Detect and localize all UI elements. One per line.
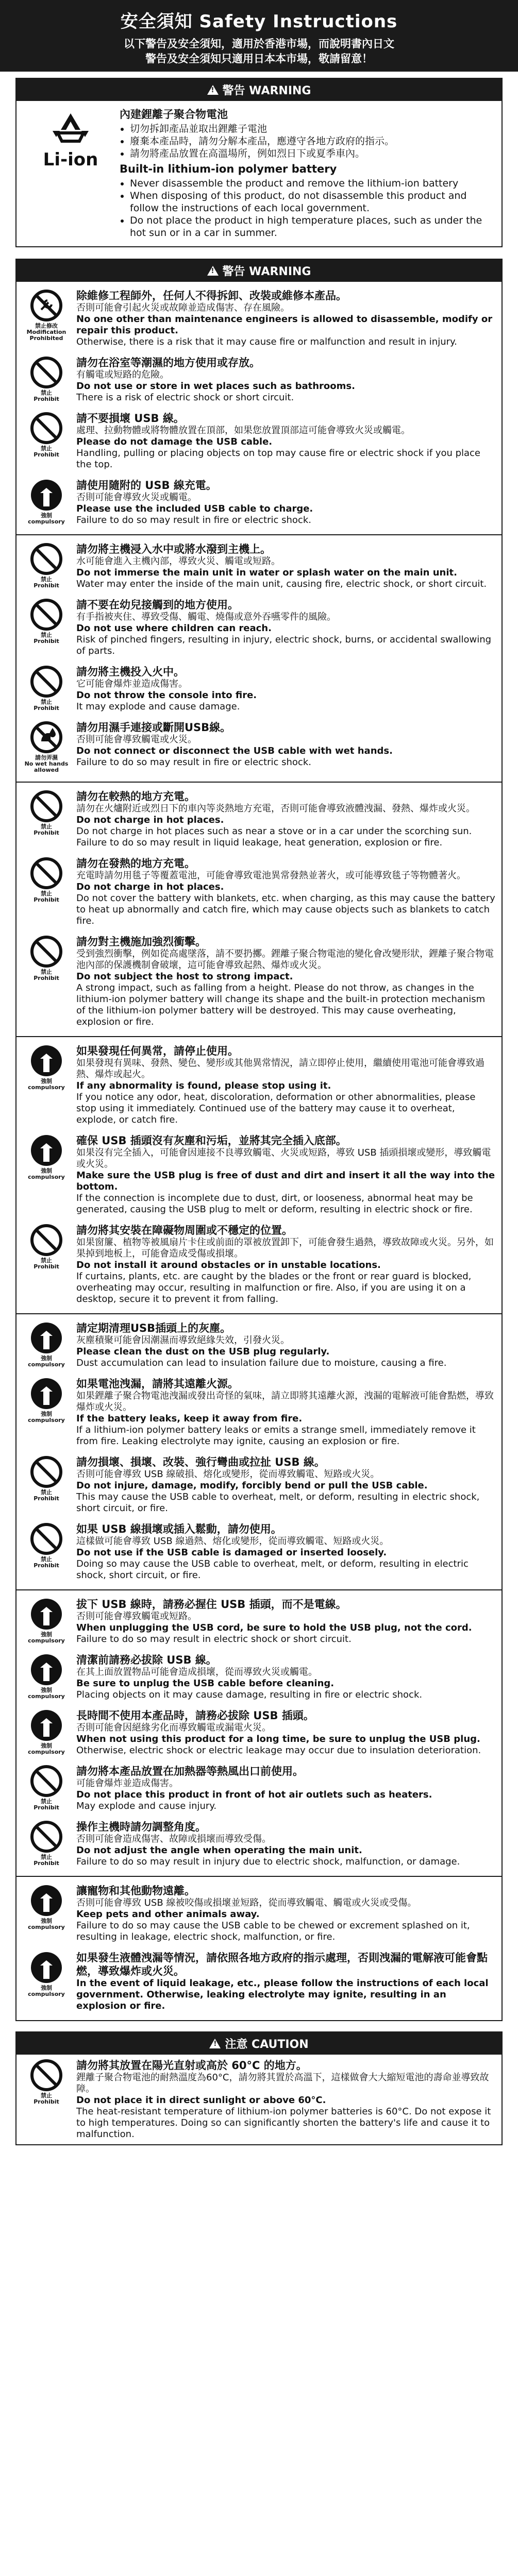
instruction-item: [16, 594, 502, 661]
instruction-zh-body: 如果鋰離子聚合物電池洩漏或發出奇怪的氣味，請立即將其遠離火源，洩漏的電解液可能會點燃，導致爆炸或火災。: [76, 1391, 494, 1413]
instruction-zh-heading: 請勿將其安裝在障礙物周圍或不穩定的位置。: [76, 1224, 293, 1236]
warning-bar: ! 警告 WARNING: [16, 79, 502, 101]
icon-label: 禁止修改 Modification Prohibited: [26, 323, 66, 342]
instruction-zh-heading: 請勿將主機投入火中。: [76, 666, 185, 678]
prohibit-icon: [21, 857, 72, 927]
compulsory-icon: [21, 1598, 72, 1645]
icon-label: 強制 compulsory: [28, 1355, 65, 1368]
instruction-item: [16, 1816, 502, 1872]
instruction-zh-body: 在其上面放置物品可能會造成損壞，從而導致火災或觸電。: [76, 1667, 318, 1677]
compulsory-icon: [21, 1044, 72, 1126]
instruction-en-heading: Be sure to unplug the USB cable before cleaning.: [76, 1678, 335, 1689]
instruction-zh-heading: 請勿用濕手連接或斷開USB線。: [76, 721, 231, 734]
prohibit-icon: [21, 790, 72, 849]
instruction-text: [72, 598, 496, 657]
compulsory-icon: [21, 1653, 72, 1701]
instruction-en-heading: When unplugging the USB cord, be sure to hold the USB plug, not the cord.: [76, 1622, 472, 1633]
instruction-zh-body: 否則可能會造成傷害、故障或損壞而導致受傷。: [76, 1834, 271, 1844]
instruction-text: [72, 665, 496, 713]
instruction-text: [72, 289, 496, 348]
instruction-en-heading: Do not install it around obstacles or in unstable locations.: [76, 1260, 381, 1270]
caution-bar: ! 注意 CAUTION: [16, 2032, 502, 2055]
icon-label: 強制 compulsory: [28, 1985, 65, 1997]
instruction-item: [16, 408, 502, 474]
prohibit-icon: [21, 1455, 72, 1514]
instruction-item: [16, 786, 502, 853]
instruction-en-body: If you notice any odor, heat, discoloration, deformation or other abnormalities, please stop using it immediately. Continued use of the battery may cause it to overheat, explode, or catch fire.: [76, 1092, 476, 1125]
instruction-text: [72, 1377, 496, 1447]
modification-prohibited-icon: [21, 289, 72, 348]
icon-label: 禁止 Prohibit: [34, 699, 59, 711]
instruction-item: [16, 1760, 502, 1816]
warning-bar: ! 警告 WARNING: [16, 260, 502, 282]
instruction-zh-heading: 請不要在幼兒接觸到的地方使用。: [76, 599, 239, 611]
prohibit-icon: [21, 543, 72, 590]
warning-group: [16, 534, 502, 782]
instruction-item: [16, 717, 502, 777]
compulsory-icon: [21, 1134, 72, 1215]
compulsory-icon: [21, 1709, 72, 1756]
warning-groups: [16, 282, 502, 2020]
instruction-item: [16, 474, 502, 530]
instruction-zh-heading: 請勿將主機浸入水中或將水潑到主機上。: [76, 543, 271, 555]
instruction-zh-body: 處理、拉動物體或將物體放置在頂部，如果您放置頂部這可能會導致火災或觸電。: [76, 425, 410, 436]
instruction-zh-body: 請勿在火爐附近或烈日下的車內等炎熱地方充電，否則可能會導致液體洩漏、發熱、爆炸或火災。: [76, 803, 475, 814]
instruction-zh-heading: 操作主機時請勿調整角度。: [76, 1821, 206, 1833]
instruction-en-body: Otherwise, there is a risk that it may cause fire or malfunction and result in injury.: [76, 336, 457, 347]
instruction-text: [72, 1884, 496, 1943]
instruction-text: [72, 1598, 496, 1645]
instruction-item: [16, 1373, 502, 1451]
icon-label: 禁止 Prohibit: [34, 632, 59, 645]
instruction-item: [16, 1219, 502, 1309]
compulsory-icon: [21, 1884, 72, 1943]
instruction-zh-body: 它可能會爆炸並造成傷害。: [76, 679, 188, 689]
prohibit-icon: [21, 935, 72, 1028]
header-subtitle: 以下警告及安全須知，適用於香港市場，而說明書內日文 警告及安全須知只適用日本本市場，敬請留意！: [124, 38, 394, 65]
instruction-en-body: Do not cover the battery with blankets, etc. when charging, as this may cause the battery to heat up abnormally and catch fire, which may cause objects such as blankets to catch fire.: [76, 893, 495, 926]
prohibit-icon: [21, 665, 72, 713]
instruction-item: [16, 1649, 502, 1705]
instruction-item: [16, 1594, 502, 1649]
instruction-en-heading: Do not charge in hot places.: [76, 882, 224, 892]
instruction-zh-heading: 如果發現任何異常，請停止使用。: [76, 1045, 239, 1057]
instruction-zh-heading: 讓寵物和其他動物遠離。: [76, 1885, 195, 1897]
icon-label: 強制 compulsory: [28, 1742, 65, 1755]
instruction-en-heading: Do not adjust the angle when operating the main unit.: [76, 1845, 362, 1856]
instruction-zh-body: 可能會爆炸並造成傷害。: [76, 1778, 178, 1789]
instruction-item: [16, 1040, 502, 1130]
instruction-item: [16, 661, 502, 717]
instruction-text: [72, 857, 496, 927]
instruction-en-heading: Do not charge in hot places.: [76, 815, 224, 825]
instruction-en-heading: Make sure the USB plug is free of dust and dirt and insert it all the way into the bottom.: [76, 1170, 495, 1192]
icon-label: 強制 compulsory: [28, 1918, 65, 1930]
instruction-text: [72, 2059, 496, 2140]
instruction-en-heading: Do not immerse the main unit in water or splash water on the main unit.: [76, 567, 457, 578]
instruction-en-heading: Do not place this product in front of hot air outlets such as heaters.: [76, 1789, 432, 1800]
instruction-text: [72, 543, 496, 590]
icon-label: 禁止 Prohibit: [34, 890, 59, 903]
icon-label: 請勿弄濕 No wet hands allowed: [24, 754, 69, 773]
page-title: 安全須知 Safety Instructions: [120, 11, 398, 32]
icon-label: 禁止 Prohibit: [34, 389, 59, 402]
warning-group: [16, 282, 502, 534]
instruction-text: [72, 412, 496, 470]
instruction-zh-body: 否則可能會導致觸電或火災。: [76, 734, 197, 745]
instruction-en-body: May explode and cause injury.: [76, 1801, 217, 1811]
instruction-zh-body: 有手指被夾住、導致受傷、觸電、燒傷或意外吞嚥零件的風險。: [76, 612, 336, 622]
caution-box: [15, 2031, 503, 2145]
instruction-en-heading: Do not use or store in wet places such as bathrooms.: [76, 381, 355, 392]
icon-label: 強制 compulsory: [28, 1411, 65, 1423]
instruction-en-body: Failure to do so may result in electric shock or short circuit.: [76, 1634, 352, 1645]
warning-triangle-icon: [209, 2039, 221, 2048]
icon-label: 禁止 Prohibit: [34, 1257, 59, 1270]
instruction-zh-heading: 請定期清理USB插頭上的灰塵。: [76, 1322, 231, 1334]
prohibit-icon: [21, 412, 72, 470]
instruction-item: [16, 1317, 502, 1373]
li-zh-heading: 內建鋰離子聚合物電池: [120, 108, 228, 121]
prohibit-icon: [21, 1765, 72, 1812]
icon-label: 強制 compulsory: [28, 1167, 65, 1180]
instruction-item: [16, 352, 502, 408]
warning-group: [16, 1036, 502, 1313]
instruction-zh-body: 充電時請勿用毯子等覆蓋電池，可能會導致電池異常發熱並著火，或可能導致毯子等物體著火。: [76, 870, 466, 881]
compulsory-icon: [21, 479, 72, 526]
prohibit-icon: [21, 1224, 72, 1305]
instruction-en-body: There is a risk of electric shock or short circuit.: [76, 392, 294, 403]
li-zh-list: • 切勿拆卸產品並取出鋰離子電池 • 廢棄本產品時，請勿分解本產品，應遵守各地方政府的指示。 • 請勿將產品放置在高溫場所，例如烈日下或夏季車內。: [120, 123, 496, 160]
instruction-zh-body: 鋰離子聚合物電池的耐熱溫度為60°C，請勿將其置於高溫下，這樣做會大大縮短電池的壽命並導致故障。: [76, 2072, 489, 2094]
instruction-en-heading: Keep pets and other animals away.: [76, 1909, 260, 1920]
compulsory-icon: [21, 1377, 72, 1447]
icon-label: 強制 compulsory: [28, 1631, 65, 1644]
icon-label: 強制 compulsory: [28, 1687, 65, 1700]
instruction-en-heading: Please use the included USB cable to charge.: [76, 503, 313, 514]
instruction-en-heading: Do not connect or disconnect the USB cable with wet hands.: [76, 745, 393, 756]
instruction-zh-body: 否則可能會引起火災或故障並造成傷害、存在風險。: [76, 302, 290, 313]
icon-label: 禁止 Prohibit: [34, 576, 59, 589]
instruction-zh-heading: 除維修工程師外，任何人不得拆卸、改裝或維修本產品。: [76, 290, 347, 302]
instruction-item: [16, 931, 502, 1032]
instruction-zh-heading: 清潔前請務必拔除 USB 線。: [76, 1654, 217, 1666]
instruction-en-body: If a lithium-ion polymer battery leaks or emits a strange smell, immediately remove it from fire. Leaking electrolyte may ignite, causing an explosion or fire.: [76, 1425, 476, 1447]
instruction-item: [16, 853, 502, 931]
icon-label: 禁止 Prohibit: [34, 2092, 59, 2105]
header: [0, 0, 518, 72]
instruction-text: [72, 1044, 496, 1126]
instruction-text: [72, 1951, 496, 2012]
warning-triangle-icon: [207, 266, 219, 276]
instruction-en-heading: Do not use where children can reach.: [76, 623, 272, 634]
instruction-item: [16, 1880, 502, 1947]
instruction-zh-heading: 請勿將其放置在陽光直射或高於 60°C 的地方。: [76, 2059, 307, 2072]
instruction-zh-body: 否則可能會導致 USB 線破損、熔化或變形，從而導致觸電、短路或火災。: [76, 1469, 380, 1480]
instruction-zh-body: 灰塵積聚可能會因潮濕而導致絕緣失效，引發火災。: [76, 1335, 290, 1346]
instruction-zh-body: 水可能會進入主機內部，導致火災、觸電或短路。: [76, 556, 280, 567]
instruction-zh-heading: 確保 USB 插頭沒有灰塵和污垢，並將其完全插入底部。: [76, 1134, 347, 1147]
instruction-en-body: If the connection is incomplete due to dust, dirt, or looseness, abnormal heat may be generated, causing the USB plug to melt or deform, resulting in electric shock or fire.: [76, 1193, 473, 1215]
instruction-en-heading: Do not use if the USB cable is damaged or inserted loosely.: [76, 1547, 387, 1558]
no-wet-hands-icon: [21, 721, 72, 773]
li-ion-recycle-icon: Li-ion: [22, 105, 120, 239]
instruction-en-body: This may cause the USB cable to overheat, melt, or deform, resulting in electric shock, short circuit, or fire.: [76, 1492, 480, 1514]
instruction-zh-heading: 如果電池洩漏，請將其遠離火源。: [76, 1378, 239, 1390]
instruction-text: [72, 1709, 496, 1756]
warning-box: [15, 259, 503, 2021]
instruction-en-body: It may explode and cause damage.: [76, 701, 240, 712]
instruction-text: [72, 1321, 496, 1369]
instruction-zh-body: 有觸電或短路的危險。: [76, 369, 169, 380]
instruction-item: [16, 1451, 502, 1518]
icon-label: 禁止 Prohibit: [34, 1798, 59, 1811]
instruction-zh-heading: 請勿在浴室等潮濕的地方使用或存放。: [76, 357, 260, 369]
instruction-text: [72, 1455, 496, 1514]
instruction-en-body: Placing objects on it may cause damage, resulting in fire or electric shock.: [76, 1689, 423, 1700]
instruction-zh-body: 如果發現有異味、發熱、變色、變形或其他異常情況，請立即停止使用，繼續使用電池可能會導致過熱、爆炸或起火。: [76, 1058, 484, 1080]
instruction-zh-body: 否則可能會導致 USB 線被咬傷或損壞並短路，從而導致觸電、觸電或火災或受傷。: [76, 1897, 417, 1908]
instruction-en-body: Dust accumulation can lead to insulation failure due to moisture, causing a fire.: [76, 1358, 447, 1368]
prohibit-icon: [21, 356, 72, 403]
instruction-en-body: Failure to do so may result in fire or electric shock.: [76, 515, 311, 526]
instruction-en-heading: Do not subject the host to strong impact.: [76, 971, 293, 982]
instruction-en-heading: If any abnormality is found, please stop using it.: [76, 1080, 331, 1091]
li-ion-warning-box: [15, 78, 503, 247]
instruction-text: [72, 1653, 496, 1701]
instruction-zh-heading: 如果發生液體洩漏等情況，請依照各地方政府的指示處理，否則洩漏的電解液可能會點燃，導致爆炸或火災。: [76, 1952, 488, 1977]
instruction-text: [72, 1134, 496, 1215]
instruction-en-heading: Please clean the dust on the USB plug regularly.: [76, 1346, 330, 1357]
icon-label: 強制 compulsory: [28, 512, 65, 525]
instruction-zh-body: 這樣做可能會導致 USB 線過熱、熔化或變形，從而導致觸電、短路或火災。: [76, 1536, 389, 1547]
instruction-en-body: Otherwise, electric shock or electric leakage may occur due to insulation deterioration.: [76, 1745, 481, 1756]
instruction-en-body: Water may enter the inside of the main unit, causing fire, electric shock, or short circuit.: [76, 579, 487, 589]
instruction-zh-heading: 請使用隨附的 USB 線充電。: [76, 479, 217, 492]
instruction-text: [72, 790, 496, 849]
instruction-en-heading: If the battery leaks, keep it away from fire.: [76, 1413, 303, 1424]
li-en-list: • Never disassemble the product and remove the lithium-ion battery • When disposing of this product, do not disassemble this product and follow the instructions of each local government. • Do not place the product in high temperature places, such as under the hot sun or in a car in summer.: [120, 177, 496, 239]
compulsory-icon: [21, 1951, 72, 2012]
instruction-zh-heading: 如果 USB 線損壞或插入鬆動，請勿使用。: [76, 1523, 282, 1535]
icon-label: 禁止 Prohibit: [34, 969, 59, 981]
instruction-item: [16, 2055, 502, 2144]
icon-label: 禁止 Prohibit: [34, 445, 59, 458]
instruction-en-heading: Do not injure, damage, modify, forcibly bend or pull the USB cable.: [76, 1480, 428, 1491]
instruction-text: [72, 1522, 496, 1581]
compulsory-icon: [21, 1321, 72, 1369]
instruction-en-body: The heat-resistant temperature of lithium-ion polymer batteries is 60°C. Do not expose it to high temperatures. Doing so can significantly shorten the battery's life and cause it to malfunction.: [76, 2106, 491, 2140]
instruction-zh-heading: 長時間不使用本產品時，請務必拔除 USB 插頭。: [76, 1709, 314, 1722]
icon-label: 禁止 Prohibit: [34, 1556, 59, 1569]
instruction-item: [16, 1947, 502, 2016]
instruction-zh-heading: 請勿損壞、損壞、改裝、強行彎曲或拉扯 USB 線。: [76, 1456, 325, 1468]
instruction-item: [16, 538, 502, 594]
warning-group: [16, 782, 502, 1036]
instruction-en-body: Do not charge in hot places such as near a stove or in a car under the scorching sun. Failure to do so may result in liquid leakage, heat generation, explosion or fire.: [76, 826, 472, 848]
icon-label: 禁止 Prohibit: [34, 1489, 59, 1502]
instruction-en-heading: Do not throw the console into fire.: [76, 690, 257, 701]
instruction-en-body: Failure to do so may cause the USB cable to be chewed or excrement splashed on it, resulting in leakage, electric shock, malfunction, or fire.: [76, 1920, 470, 1942]
instruction-zh-body: 如果沒有完全插入，可能會因連接不良導致觸電、火災或短路，導致 USB 插頭損壞或變形，導致觸電或火災。: [76, 1147, 491, 1170]
warning-triangle-icon: [207, 85, 219, 95]
warning-group: [16, 1589, 502, 1876]
instruction-zh-heading: 請勿對主機施加強烈衝擊。: [76, 936, 206, 948]
prohibit-icon: [21, 1522, 72, 1581]
instruction-en-body: If curtains, plants, etc. are caught by the blades or the front or rear guard is blocked, overheating may occur, resulting in malfunction or fire. Also, if you are using it on a desktop, secure it to prevent it from falling.: [76, 1271, 472, 1304]
icon-label: 禁止 Prohibit: [34, 823, 59, 836]
caution-items: [16, 2055, 502, 2144]
prohibit-icon: [21, 598, 72, 657]
instruction-en-body: Risk of pinched fingers, resulting in injury, electric shock, burns, or accidental swallowing of parts.: [76, 634, 492, 656]
prohibit-icon: [21, 1820, 72, 1868]
prohibit-icon: [21, 2059, 72, 2140]
instruction-en-body: Doing so may cause the USB cable to overheat, melt, or deform, resulting in electric shock, short circuit, or fire.: [76, 1558, 469, 1581]
instruction-en-heading: Please do not damage the USB cable.: [76, 436, 273, 447]
instruction-item: [16, 1705, 502, 1760]
instruction-zh-heading: 請不要損壞 USB 線。: [76, 412, 185, 425]
instruction-zh-body: 否則可能會因絕緣劣化而導致觸電或漏電火災。: [76, 1722, 271, 1733]
instruction-zh-body: 否則可能會導致火災或觸電。: [76, 492, 197, 503]
instruction-zh-body: 受到強烈衝擊，例如從高處墜落，請不要扔擲。鋰離子聚合物電池的變化會改變形狀，鋰離子聚合物電池內部的保護機制會破壞，這可能會導致起熱、爆炸或火災。: [76, 948, 494, 971]
li-en-heading: Built-in lithium-ion polymer battery: [120, 163, 337, 175]
instruction-en-heading: In the event of liquid leakage, etc., please follow the instructions of each local government. Otherwise, leaking electrolyte may ignite, resulting in an explosion or fire.: [76, 1978, 489, 2011]
icon-label: 強制 compulsory: [28, 1078, 65, 1091]
instruction-en-body: A strong impact, such as falling from a height. Please do not throw, as changes in the lithium-ion polymer battery will change its shape and the built-in protection mechanism of the lithium-ion polymer battery will be destroyed. This may cause overheating, explosion or fire.: [76, 982, 486, 1027]
instruction-en-heading: When not using this product for a long time, be sure to unplug the USB plug.: [76, 1734, 480, 1744]
instruction-en-heading: Do not place it in direct sunlight or above 60°C.: [76, 2095, 326, 2106]
instruction-text: [72, 1820, 496, 1868]
instruction-text: [72, 721, 496, 773]
instruction-en-body: Handling, pulling or placing objects on top may cause fire or electric shock if you place the top.: [76, 448, 481, 470]
instruction-text: [72, 935, 496, 1028]
instruction-zh-body: 如果窗簾、植物等被風扇片卡住或前面的罩被放置卸下，可能會發生過熱，導致故障或火災。另外，如果掉到地板上，可能會造成受傷或損壞。: [76, 1237, 494, 1259]
instruction-zh-heading: 請勿在較熱的地方充電。: [76, 790, 195, 803]
warning-group: [16, 1313, 502, 1589]
instruction-zh-body: 否則可能會導致觸電或短路。: [76, 1611, 197, 1622]
instruction-zh-heading: 請勿在發熱的地方充電。: [76, 857, 195, 870]
instruction-text: [72, 1224, 496, 1305]
instruction-en-heading: No one other than maintenance engineers is allowed to disassemble, modify or repair this product.: [76, 314, 493, 336]
warning-group: [16, 1876, 502, 2020]
instruction-zh-heading: 請勿將本產品放置在加熱器等熱風出口前使用。: [76, 1765, 304, 1777]
icon-label: 禁止 Prohibit: [34, 1854, 59, 1867]
instruction-text: [72, 1765, 496, 1812]
instruction-en-body: Failure to do so may result in fire or electric shock.: [76, 757, 311, 768]
instruction-item: [16, 1130, 502, 1219]
instruction-item: [16, 1518, 502, 1585]
instruction-text: [72, 356, 496, 403]
instruction-item: [16, 285, 502, 352]
instruction-zh-heading: 拔下 USB 線時，請務必握住 USB 插頭，而不是電線。: [76, 1598, 347, 1611]
instruction-text: [72, 479, 496, 526]
instruction-en-body: Failure to do so may result in injury due to electric shock, malfunction, or damage.: [76, 1856, 460, 1867]
